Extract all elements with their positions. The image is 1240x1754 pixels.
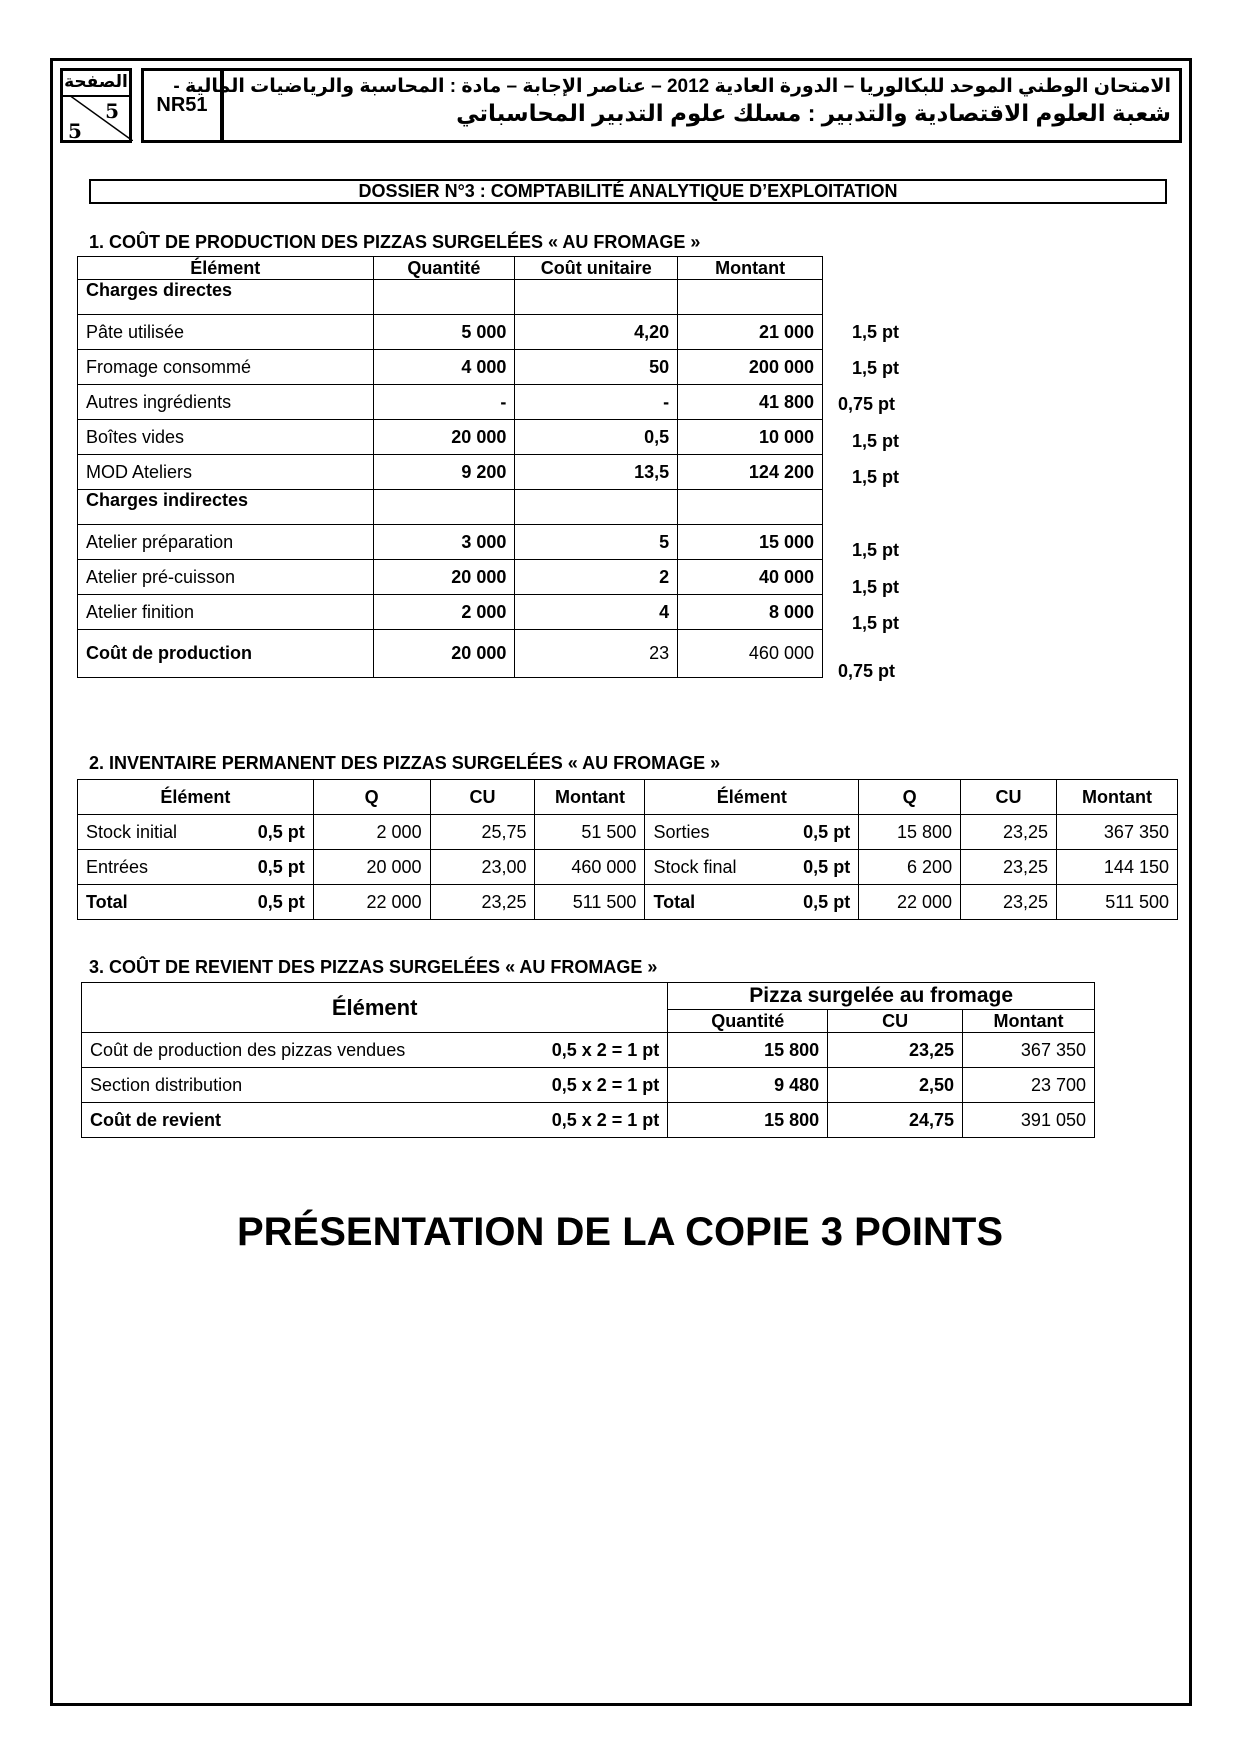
- cell-element: Coût de production des pizzas vendues 0,5 x 2 = 1 pt: [82, 1033, 668, 1068]
- row-label: Coût de production: [78, 630, 374, 678]
- col-header: Élément: [82, 983, 668, 1033]
- cell-amount: 23 700: [963, 1068, 1095, 1103]
- table-row: [78, 455, 823, 490]
- cell-unit-cost: 23,00: [430, 850, 535, 885]
- points-label: 0,5 pt: [257, 821, 305, 842]
- col-header: Montant: [535, 780, 645, 815]
- row-label: Boîtes vides: [78, 420, 374, 455]
- total-row: [82, 1103, 1095, 1138]
- cell-quantity: 22 000: [859, 885, 961, 920]
- cell-quantity: 2 000: [373, 595, 515, 630]
- cell-unit-cost: 23,25: [828, 1033, 963, 1068]
- total-row: [78, 630, 823, 678]
- group-row: [78, 490, 823, 525]
- cell-element: Sorties 0,5 pt: [645, 815, 859, 850]
- section1-title: 1. COÛT DE PRODUCTION DES PIZZAS SURGELÉES « AU FROMAGE »: [89, 232, 701, 252]
- row-label: Atelier préparation: [78, 525, 374, 560]
- cell-amount: 21 000: [678, 315, 823, 350]
- cell-unit-cost: 23,25: [961, 850, 1057, 885]
- table-header-row: [78, 257, 823, 280]
- points-label: 1,5 pt: [852, 358, 900, 378]
- table-row: [78, 350, 823, 385]
- points-label: 1,5 pt: [852, 467, 900, 487]
- cost-price-table: [81, 982, 1095, 1138]
- cell-amount: 10 000: [678, 420, 823, 455]
- cell-unit-cost: 4,20: [515, 315, 678, 350]
- cell-quantity: 3 000: [373, 525, 515, 560]
- row-label: MOD Ateliers: [78, 455, 374, 490]
- cell-quantity: -: [373, 385, 515, 420]
- col-header: CU: [828, 1010, 963, 1033]
- group-header: Pizza surgelée au fromage: [668, 983, 1095, 1010]
- points-label: 0,5 pt: [803, 891, 851, 912]
- cell-element: Stock final 0,5 pt: [645, 850, 859, 885]
- cell-unit-cost: 23,25: [961, 815, 1057, 850]
- table-row: [82, 1033, 1095, 1068]
- section2-title: 2. INVENTAIRE PERMANENT DES PIZZAS SURGELÉES « AU FROMAGE »: [89, 753, 721, 773]
- cell-quantity: 6 200: [859, 850, 961, 885]
- col-header: Montant: [678, 257, 823, 280]
- cell-unit-cost: 50: [515, 350, 678, 385]
- cell-amount: 460 000: [678, 630, 823, 678]
- presentation-note: PRÉSENTATION DE LA COPIE 3 POINTS: [236, 1210, 1003, 1254]
- table-row: [78, 525, 823, 560]
- group-label: Charges directes: [78, 280, 374, 315]
- points-label: 0,5 x 2 = 1 pt: [551, 1074, 660, 1095]
- cell-amount: 460 000: [535, 850, 645, 885]
- col-header: Montant: [1057, 780, 1178, 815]
- table-header-row: [82, 983, 1095, 1010]
- col-header: Montant: [963, 1010, 1095, 1033]
- table-row: [78, 420, 823, 455]
- cell-unit-cost: 2,50: [828, 1068, 963, 1103]
- section3-title: 3. COÛT DE REVIENT DES PIZZAS SURGELÉES « AU FROMAGE »: [89, 957, 658, 977]
- cell-element: Entrées 0,5 pt: [78, 850, 314, 885]
- inventory-table: [77, 779, 1178, 920]
- points-label: 0,75 pt: [838, 661, 896, 681]
- exam-header-line2: شعبة العلوم الاقتصادية والتدبير : مسلك علوم التدبير المحاسباتي: [456, 100, 1171, 126]
- row-label: Atelier pré-cuisson: [78, 560, 374, 595]
- row-label: Pâte utilisée: [78, 315, 374, 350]
- page-current: 5: [105, 99, 119, 123]
- col-header: CU: [430, 780, 535, 815]
- col-header: Élément: [645, 780, 859, 815]
- cell-unit-cost: -: [515, 385, 678, 420]
- cell-amount: 15 000: [678, 525, 823, 560]
- cell-amount: 391 050: [963, 1103, 1095, 1138]
- cell-element: Total 0,5 pt: [645, 885, 859, 920]
- col-header: Élément: [78, 257, 374, 280]
- col-header: CU: [961, 780, 1057, 815]
- points-label: 0,5 x 2 = 1 pt: [551, 1039, 660, 1060]
- cell-unit-cost: 0,5: [515, 420, 678, 455]
- production-cost-table: [77, 256, 823, 678]
- cell-quantity: 9 200: [373, 455, 515, 490]
- cell-unit-cost: 23,25: [961, 885, 1057, 920]
- cell-amount: 40 000: [678, 560, 823, 595]
- group-label: Charges indirectes: [78, 490, 374, 525]
- col-header: Q: [313, 780, 430, 815]
- cell-unit-cost: 2: [515, 560, 678, 595]
- cell-amount: 124 200: [678, 455, 823, 490]
- cell-element: Section distribution 0,5 x 2 = 1 pt: [82, 1068, 668, 1103]
- cell-amount: 200 000: [678, 350, 823, 385]
- row-label: Autres ingrédients: [78, 385, 374, 420]
- cell-quantity: 15 800: [859, 815, 961, 850]
- cell-quantity: 22 000: [313, 885, 430, 920]
- table-row: [82, 1068, 1095, 1103]
- table-row: [78, 815, 1178, 850]
- cell-quantity: 5 000: [373, 315, 515, 350]
- table-row: [78, 315, 823, 350]
- cell-quantity: 20 000: [373, 630, 515, 678]
- points-label: 0,5 x 2 = 1 pt: [551, 1109, 660, 1130]
- group-row: [78, 280, 823, 315]
- cell-quantity: 4 000: [373, 350, 515, 385]
- cell-element: Coût de revient 0,5 x 2 = 1 pt: [82, 1103, 668, 1138]
- cell-amount: 8 000: [678, 595, 823, 630]
- cell-unit-cost: 24,75: [828, 1103, 963, 1138]
- table-row: [78, 850, 1178, 885]
- cell-amount: 511 500: [535, 885, 645, 920]
- points-label: 0,5 pt: [257, 856, 305, 877]
- cell-unit-cost: 5: [515, 525, 678, 560]
- points-label: 0,5 pt: [257, 891, 305, 912]
- row-label: Fromage consommé: [78, 350, 374, 385]
- cell-quantity: 20 000: [373, 420, 515, 455]
- cell-quantity: 20 000: [313, 850, 430, 885]
- col-header: Élément: [78, 780, 314, 815]
- points-label: 1,5 pt: [852, 431, 900, 451]
- cell-unit-cost: 23,25: [430, 885, 535, 920]
- table-row: [78, 560, 823, 595]
- cell-amount: 144 150: [1057, 850, 1178, 885]
- row-label: Atelier finition: [78, 595, 374, 630]
- points-label: 1,5 pt: [852, 613, 900, 633]
- cell-amount: 367 350: [963, 1033, 1095, 1068]
- cell-quantity: 2 000: [313, 815, 430, 850]
- cell-quantity: 15 800: [668, 1033, 828, 1068]
- points-label: 0,75 pt: [838, 394, 896, 414]
- cell-unit-cost: 13,5: [515, 455, 678, 490]
- cell-unit-cost: 4: [515, 595, 678, 630]
- points-label: 0,5 pt: [803, 856, 851, 877]
- page-total: 5: [68, 119, 82, 143]
- cell-quantity: 15 800: [668, 1103, 828, 1138]
- cell-element: Stock initial 0,5 pt: [78, 815, 314, 850]
- cell-unit-cost: 25,75: [430, 815, 535, 850]
- col-header: Q: [859, 780, 961, 815]
- col-header: Quantité: [373, 257, 515, 280]
- cell-element: Total 0,5 pt: [78, 885, 314, 920]
- col-header: Quantité: [668, 1010, 828, 1033]
- page-number-box: [60, 68, 132, 143]
- cell-quantity: 9 480: [668, 1068, 828, 1103]
- table-header-row: [78, 780, 1178, 815]
- cell-amount: 51 500: [535, 815, 645, 850]
- cell-quantity: 20 000: [373, 560, 515, 595]
- exam-code: NR51: [141, 68, 223, 143]
- points-label: 0,5 pt: [803, 821, 851, 842]
- table-row: [78, 385, 823, 420]
- total-row: [78, 885, 1178, 920]
- col-header: Coût unitaire: [515, 257, 678, 280]
- cell-amount: 511 500: [1057, 885, 1178, 920]
- table-row: [78, 595, 823, 630]
- cell-amount: 41 800: [678, 385, 823, 420]
- exam-header-line1: الامتحان الوطني الموحد للبكالوريا – الدورة العادية 2012 – عناصر الإجابة – مادة : المحاسبة والرياضيات المالية -: [173, 76, 1171, 97]
- cell-unit-cost: 23: [515, 630, 678, 678]
- points-label: 1,5 pt: [852, 540, 900, 560]
- page-label: الصفحة: [63, 71, 129, 97]
- points-label: 1,5 pt: [852, 322, 900, 342]
- cell-amount: 367 350: [1057, 815, 1178, 850]
- points-label: 1,5 pt: [852, 577, 900, 597]
- dossier-title: DOSSIER N°3 : COMPTABILITÉ ANALYTIQUE D’EXPLOITATION: [89, 179, 1167, 204]
